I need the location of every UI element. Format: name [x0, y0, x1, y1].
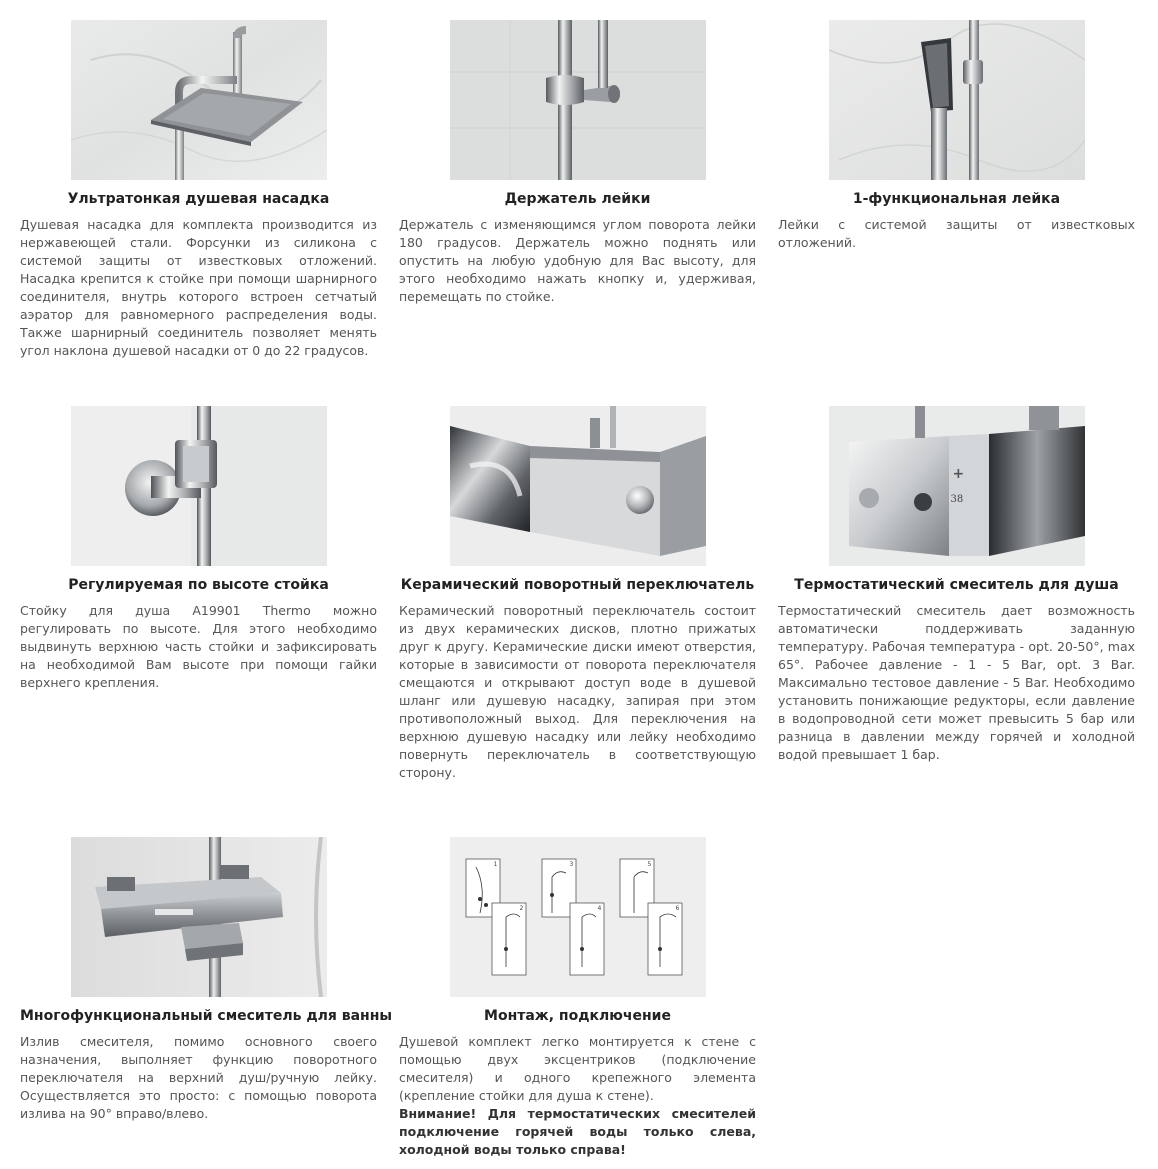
step-label: 1	[493, 861, 498, 868]
hand-shower-photo	[829, 20, 1085, 180]
installation-text: Душевой комплект легко монтируется к стене с помощью двух эксцентриков (подключение смесителя) и одного крепежного элемента (крепление стойки для душа к стене).	[399, 1034, 756, 1103]
adjustable-rail-photo	[71, 406, 327, 566]
feature-title: Держатель лейки	[504, 191, 651, 207]
feature-title: Многофункциональный смеситель для ванны	[20, 1008, 393, 1024]
feature-description: Душевая насадка для комплекта производится из нержавеющей стали. Форсунки из силикона с системой защиты от известковых отложений. Насадка крепится к стойке при помощи шарнирного соединителя, внутрь которого встроен сетчатый аэратор для равномерного распределения воды. Также шарнирный соединитель позволяет менять угол наклона душевой насадки от 0 до 22 градусов.	[20, 217, 377, 358]
step-label: 6	[675, 905, 680, 912]
feature-description	[399, 1033, 756, 1159]
feature-title: Монтаж, подключение	[484, 1008, 671, 1024]
feature-title: Регулируемая по высоте стойка	[68, 577, 329, 593]
feature-adjustable-rail	[20, 406, 377, 692]
step-label: 5	[647, 861, 652, 868]
thermostatic-mixer-photo	[829, 406, 1085, 566]
feature-description: Термостатический смеситель дает возможность автоматически поддерживать заданную температуру. Рабочая температура - opt. 20-50°, max 65°. Рабочее давление - 1 - 5 Bar, opt. 3 Bar. Максимально тестовое давление - 5 Bar. Необходимо установить понижающие редукторы, если давление в водопроводной сети может превысить 5 бар или разница в давлении между горячей и холодной водой превышает 1 бар.	[778, 603, 1135, 762]
feature-description: Стойку для душа A19901 Thermo можно регулировать по высоте. Для этого необходимо выдвинуть верхнюю часть стойки и зафиксировать на необходимой Вам высоте при помощи гайки верхнего крепления.	[20, 603, 377, 690]
step-label: 3	[569, 861, 574, 868]
feature-title: Керамический поворотный переключатель	[400, 577, 755, 593]
bath-mixer-photo	[71, 837, 327, 997]
step-label: 4	[597, 905, 602, 912]
feature-hand-shower	[778, 20, 1135, 252]
temperature-value-label: 38	[950, 494, 964, 505]
feature-description: Держатель с изменяющимся углом поворота лейки 180 градусов. Держатель можно поднять или опустить на любую удобную для Вас высоту, для этого необходимо нажать кнопку и, удерживая, перемещать по стойке.	[399, 217, 756, 304]
feature-description: Излив смесителя, помимо основного своего назначения, выполняет функцию поворотного переключателя на верхний душ/ручную лейку. Осуществляется это просто: с помощью поворота излива на 90° вправо/влево.	[20, 1034, 377, 1121]
installation-warning: Внимание! Для термостатических смесителей подключение горячей воды только слева, холодной воды только справа!	[399, 1106, 756, 1157]
feature-description: Лейки с системой защиты от известковых отложений.	[778, 217, 1135, 250]
ceramic-diverter-photo	[450, 406, 706, 566]
feature-installation	[399, 837, 756, 1159]
feature-description: Керамический поворотный переключатель состоит из двух керамических дисков, плотно прижатых друг к другу. Керамические диски имеют отверстия, которые в зависимости от поворота переключателя смещаются и открывают доступ воде в душевой шланг или душевую насадку, запирая при этом противоположный выход. Для переключения на верхнюю душевую насадку или лейку необходимо повернуть переключатель в соответствующую сторону.	[399, 603, 756, 780]
installation-diagram	[450, 837, 706, 997]
feature-title: Ультратонкая душевая насадка	[67, 191, 330, 207]
temperature-plus-label: +	[952, 466, 965, 482]
feature-thermostatic-mixer	[778, 406, 1135, 764]
feature-overhead-shower	[20, 20, 377, 360]
hand-shower-holder-photo	[450, 20, 706, 180]
feature-bath-mixer	[20, 837, 393, 1123]
feature-ceramic-diverter	[399, 406, 756, 782]
feature-title: 1-функциональная лейка	[852, 191, 1061, 207]
step-label: 2	[519, 905, 524, 912]
feature-hand-shower-holder	[399, 20, 756, 306]
overhead-shower-head-photo	[71, 20, 327, 180]
feature-title: Термостатический смеситель для душа	[794, 577, 1119, 593]
